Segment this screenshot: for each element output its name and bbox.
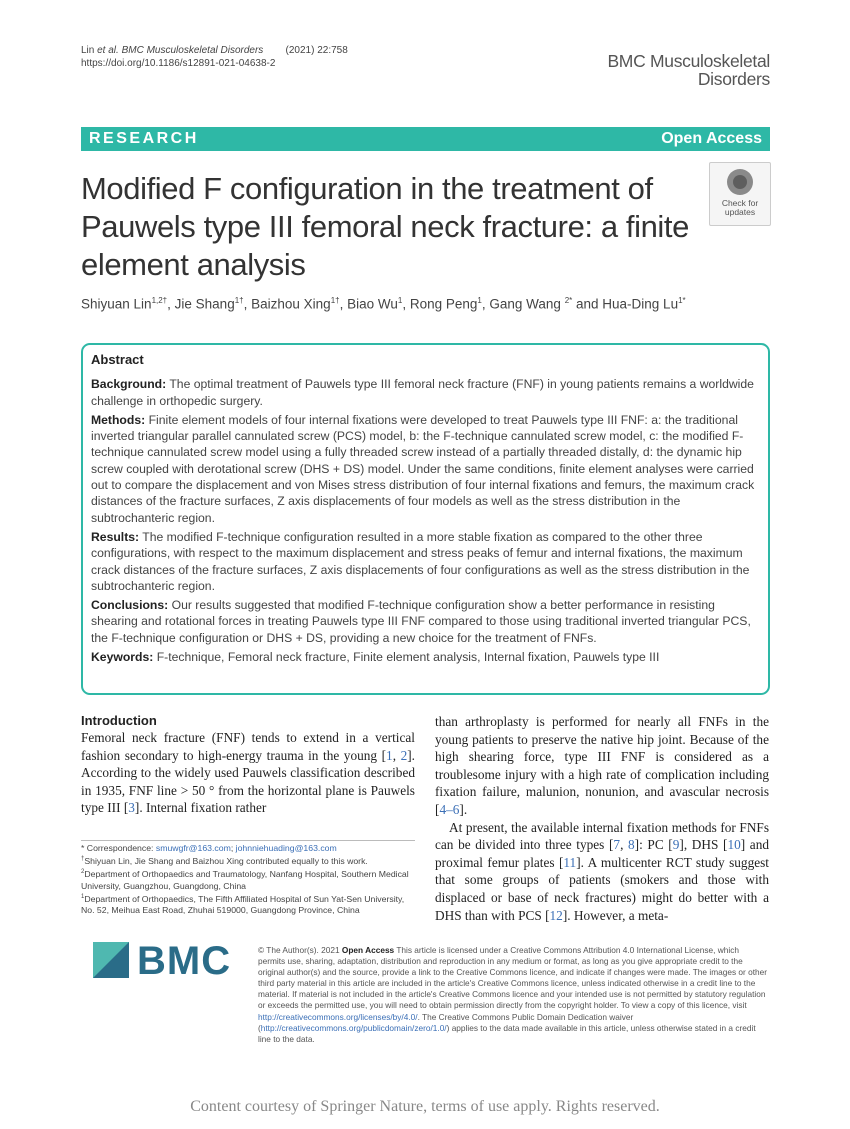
intro-text: At present, the available internal fixation methods for FNFs can be divided into three types [ bbox=[435, 819, 769, 853]
equal-contribution: †Shiyuan Lin, Jie Shang and Baizhou Xing contributed equally to this work. bbox=[81, 856, 368, 867]
badge-line1: Check for bbox=[721, 198, 759, 208]
intro-text: ]. A multicenter RCT study suggest that some groups of patients (smokers and those with displaced or base of neck fractures) might do better with a DHS than with PCS [ bbox=[435, 854, 769, 923]
intro-text: ] and proximal femur plates [ bbox=[435, 837, 770, 870]
journal-name-line1: BMC Musculoskeletal bbox=[607, 51, 770, 71]
reference-link[interactable]: 9 bbox=[672, 837, 680, 853]
affiliation-text: Department of Orthopaedics and Traumatology, Nanfang Hospital, Southern Medical University, Guangzhou, Guangdong, China bbox=[81, 869, 409, 891]
author[interactable]: Hua-Ding Lu bbox=[602, 296, 679, 312]
intro-text: ]. Internal fixation rather bbox=[134, 800, 267, 816]
intro-text: ]. However, a meta- bbox=[562, 907, 669, 923]
author[interactable]: Rong Peng bbox=[409, 296, 478, 312]
intro-paragraph-2 bbox=[435, 819, 769, 925]
introduction-heading: Introduction bbox=[81, 713, 157, 728]
journal-name bbox=[607, 52, 770, 88]
email-link[interactable]: johnniehuading@163.com bbox=[235, 843, 337, 853]
author-affil: 2* bbox=[564, 296, 573, 305]
intro-right-column bbox=[435, 713, 769, 924]
footnotes bbox=[81, 843, 415, 916]
intro-text: , bbox=[620, 837, 629, 853]
author-affil: 1 bbox=[477, 296, 482, 305]
abstract-conclusions-text: Our results suggested that modified F-technique configuration show a better performance in resisting shearing and rotational forces in treating Pauwels type III FNF compared to those using traditional inverted triangular PCS, the F-technique configuration or DHS + DS, providing a new choice for the treatment of FNFs. bbox=[91, 598, 751, 645]
affiliation-number: 1 bbox=[81, 893, 85, 900]
reference-link[interactable]: 12 bbox=[549, 907, 563, 923]
affiliation-text: Department of Orthopaedics, The Fifth Affiliated Hospital of Sun Yat-Sen University, No. 52, Meihua East Road, Zhuhai 519000, Guangdong Province, China bbox=[81, 893, 405, 916]
citation-year: (2021) 22:758 bbox=[285, 45, 348, 56]
abstract-keywords-text: F-technique, Femoral neck fracture, Finite element analysis, Internal fixation, Pauwels type III bbox=[156, 650, 660, 665]
open-access-label: Open Access bbox=[661, 130, 762, 147]
reference-link[interactable]: 11 bbox=[563, 854, 577, 870]
doi-link[interactable]: https://doi.org/10.1186/s12891-021-04638-2 bbox=[81, 58, 276, 69]
affiliation-1 bbox=[81, 892, 415, 916]
author[interactable]: Jie Shang bbox=[174, 296, 235, 312]
abstract-background-label: Background: bbox=[91, 377, 167, 392]
author[interactable]: Baizhou Xing bbox=[251, 296, 331, 312]
abstract-keywords-label: Keywords: bbox=[91, 650, 154, 665]
abstract-box bbox=[81, 343, 770, 695]
affiliation-2 bbox=[81, 867, 415, 891]
bmc-logo bbox=[93, 939, 243, 983]
reference-link[interactable]: 10 bbox=[727, 837, 741, 853]
abstract-heading: Abstract bbox=[91, 352, 144, 367]
reference-link[interactable]: 8 bbox=[628, 837, 635, 853]
abstract-methods bbox=[91, 412, 759, 526]
reference-link[interactable]: 3 bbox=[128, 800, 135, 816]
intro-text: ]: PC [ bbox=[634, 837, 673, 853]
intro-paragraph-1-cont bbox=[435, 713, 769, 819]
abstract-results-label: Results: bbox=[91, 529, 140, 544]
license-text bbox=[258, 945, 768, 1045]
reference-link[interactable]: 2 bbox=[400, 747, 408, 763]
citation-journal: et al. BMC Musculoskeletal Disorders bbox=[97, 45, 264, 56]
abstract-results-text: The modified F-technique configuration resulted in a more stable fixation as compared to the other three configurations, with respect to the maximum displacement and stress peaks of femur and internal fixations, the maximum crack distances of the fracture surfaces, Z axis displacements of four configurations as well as the stress distribution in the subtrochanteric region. bbox=[91, 529, 750, 593]
footnote-divider bbox=[81, 840, 415, 841]
public-domain-url-link[interactable]: http://creativecommons.org/publicdomain/zero/1.0/ bbox=[260, 1022, 447, 1033]
intro-text: Femoral neck fracture (FNF) tends to extend in a vertical fashion secondary to high-energy trauma in the young [ bbox=[81, 730, 415, 763]
courtesy-footer: Content courtesy of Springer Nature, terms of use apply. Rights reserved. bbox=[190, 1098, 660, 1115]
intro-paragraph-1 bbox=[81, 729, 415, 817]
author[interactable]: Shiyuan Lin bbox=[81, 296, 152, 312]
email-link[interactable]: smuwgfr@163.com bbox=[155, 843, 231, 853]
author-list: Shiyuan Lin$^{1,2\dagger}$, Jie Shang$^{1\dagger}$, Baizhou Xing$^{1\dagger}$, Biao Wu$^1$, Rong Peng$^1$, Gang Wang $^{2*}$ and Hua-Ding $Lu^{1*}$ bbox=[81, 296, 686, 312]
bmc-logo-text: BMC bbox=[137, 939, 232, 983]
abstract-results bbox=[91, 529, 759, 594]
abstract-keywords bbox=[91, 649, 759, 665]
intro-text: , bbox=[392, 747, 401, 763]
abstract-methods-label: Methods: bbox=[91, 412, 146, 427]
intro-left-column bbox=[81, 729, 415, 817]
citation-header bbox=[81, 44, 348, 70]
journal-name-line2: Disorders bbox=[697, 69, 770, 89]
correspondence-label: * Correspondence: bbox=[81, 843, 156, 853]
reference-link[interactable]: 7 bbox=[613, 837, 621, 853]
author[interactable]: Biao Wu bbox=[347, 296, 398, 312]
abstract-methods-text: Finite element models of four internal fixations were developed to treat Pauwels type III FNF: a: the traditional inverted triangular parallel cannulated screw (PCS) model, b: the F-technique cannulated screw model, c: the modified F-technique cannulated screw model using a fully threaded screw instead of a partially threaded distally, d: the dynamic hip screw coupled with derotational screw (DHS + DS) model. Under the same conditions, finite element analyses were carried out to compare the displacement and von Mises stress distribution of four internal fixations and femurs, the maximum crack distances of the fracture surfaces, Z axis displacements of four models as well as the stress distribution in the subtrochanteric region. bbox=[91, 412, 755, 525]
author[interactable]: Gang Wang bbox=[489, 296, 565, 312]
intro-text: ]. bbox=[459, 801, 468, 817]
license-url-link[interactable]: http://creativecommons.org/licenses/by/4.0/ bbox=[258, 1011, 418, 1022]
correspondence bbox=[81, 843, 415, 854]
abstract-background-text: The optimal treatment of Pauwels type III femoral neck fracture (FNF) in young patients remains a worldwide challenge in orthopedic surgery. bbox=[91, 377, 754, 408]
license-body: . The Creative Commons Public Domain Dedication waiver ( bbox=[258, 1011, 634, 1033]
license-open-access: Open Access bbox=[341, 945, 395, 955]
bmc-logo-icon bbox=[93, 942, 129, 978]
intro-text: ], DHS [ bbox=[679, 837, 728, 853]
abstract-conclusions-label: Conclusions: bbox=[91, 598, 169, 613]
abstract-background bbox=[91, 376, 759, 409]
author-affil: 1,2† bbox=[151, 296, 168, 305]
check-for-updates-button[interactable] bbox=[709, 162, 771, 226]
abstract-conclusions bbox=[91, 597, 759, 646]
author-affil: 1† bbox=[234, 296, 244, 305]
intro-text: ]. According to the widely used Pauwels classification described in 1935, FNF line > 50 ° from the horizontal plane is Pauwels type III [ bbox=[81, 747, 415, 816]
article-title: Modified F configuration in the treatment of Pauwels type III femoral neck fracture: a finite element analysis bbox=[81, 171, 689, 282]
article-type-band bbox=[81, 127, 770, 151]
crossmark-icon bbox=[727, 169, 753, 195]
author-affil: 1 bbox=[397, 296, 403, 305]
reference-link[interactable]: 1 bbox=[386, 747, 393, 763]
citation-authors: Lin bbox=[81, 45, 98, 56]
author-affil: 1† bbox=[330, 296, 340, 305]
email-separator: ; bbox=[230, 843, 236, 853]
author-affil: 1* bbox=[678, 296, 686, 305]
license-copyright: © The Author(s). 2021 bbox=[258, 945, 342, 955]
reference-link[interactable]: 4–6 bbox=[439, 801, 460, 817]
affiliation-number: 2 bbox=[81, 869, 85, 876]
badge-line2: updates bbox=[724, 207, 756, 217]
intro-text: than arthroplasty is performed for nearly all FNFs in the young patients to preserve the native hip joint. Because of the high shearing force, type III FNF is considered as a troublesome injury with a high rate of complication including fixation failure, malunion, nonunion, and avascular necrosis [ bbox=[435, 714, 769, 817]
article-type: RESEARCH bbox=[89, 130, 199, 147]
license-body: ) applies to the data made available in this article, unless otherwise stated in a credit line to the data. bbox=[258, 1022, 756, 1044]
equal-contribution-text: Shiyuan Lin, Jie Shang and Baizhou Xing contributed equally to this work. bbox=[84, 856, 368, 867]
license-body: This article is licensed under a Creative Commons Attribution 4.0 International License, which permits use, sharing, adaptation, distribution and reproduction in any medium or format, as long as you give appropriate credit to the original author(s) and the source, provide a link to the Creative Commons licence, and indicate if changes were made. The images or other third party material in this article are included in the article's Creative Commons licence, unless indicated otherwise in a credit line to the material. If material is not included in the article's Creative Commons licence and your intended use is not permitted by statutory regulation or exceeds the permitted use, you will need to obtain permission directly from the copyright holder. To view a copy of this licence, visit bbox=[258, 945, 767, 1011]
